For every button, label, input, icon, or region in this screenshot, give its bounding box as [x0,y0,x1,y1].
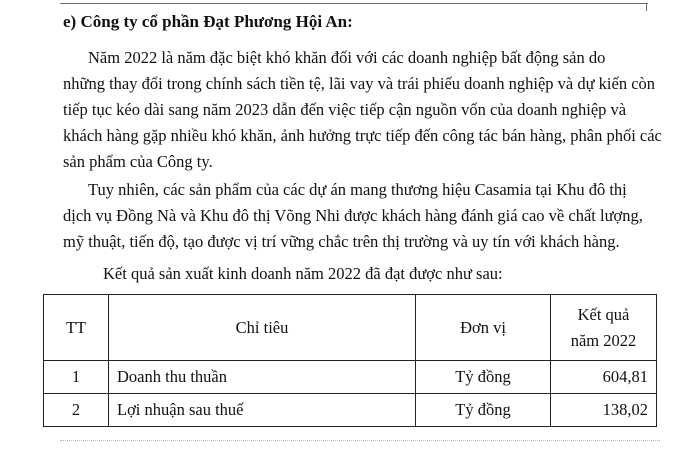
top-rule [60,3,648,4]
paragraph-casamia-projects [63,177,663,255]
paragraph-line: Tuy nhiên, các sản phẩm của các dự án mang thương hiệu Casamia tại Khu đô thị [88,180,627,199]
cell-unit: Tỷ đồng [416,394,551,427]
header-tt: TT [44,295,109,361]
results-intro: Kết quả sản xuất kinh doanh năm 2022 đã đạt được như sau: [103,264,503,283]
header-result [551,295,657,361]
paragraph-line: sản phẩm của Công ty. [63,152,213,171]
cell-result: 138,02 [551,394,657,427]
header-result-line2: năm 2022 [570,330,637,350]
paragraph-line: Năm 2022 là năm đặc biệt khó khăn đối với các doanh nghiệp bất động sản do [88,48,606,67]
cut-off-text-fragment [60,440,660,447]
paragraph-line: tiếp tục kéo dài sang năm 2023 dẫn đến việc tiếp cận nguồn vốn của doanh nghiệp và [63,100,627,119]
header-unit: Đơn vị [416,295,551,361]
top-rule-tick [646,3,647,11]
cell-tt: 1 [44,361,109,394]
table-row [44,394,657,427]
header-result-line1: Kết quả [577,304,630,324]
paragraph-line: dịch vụ Đồng Nà và Khu đô thị Võng Nhi được khách hàng đánh giá cao về chất lượng, [63,206,643,225]
paragraph-line: khách hàng gặp nhiều khó khăn, ảnh hưởng trực tiếp đến công tác bán hàng, phân phối các [63,126,662,145]
header-indicator: Chỉ tiêu [109,295,416,361]
cell-indicator: Lợi nhuận sau thuế [109,394,416,427]
cell-unit: Tỷ đồng [416,361,551,394]
paragraph-line: những thay đổi trong chính sách tiền tệ, lãi vay và trái phiếu doanh nghiệp và dự kiến còn [63,74,656,93]
cell-result: 604,81 [551,361,657,394]
table-header-row [44,295,657,361]
cell-indicator: Doanh thu thuần [109,361,416,394]
paragraph-market-conditions [63,45,663,175]
business-results-table [43,294,657,427]
paragraph-line: mỹ thuật, tiến độ, tạo được vị trí vững chắc trên thị trường và uy tín với khách hàng. [63,232,620,251]
section-heading: e) Công ty cổ phần Đạt Phương Hội An: [63,12,353,31]
cell-tt: 2 [44,394,109,427]
table-row [44,361,657,394]
